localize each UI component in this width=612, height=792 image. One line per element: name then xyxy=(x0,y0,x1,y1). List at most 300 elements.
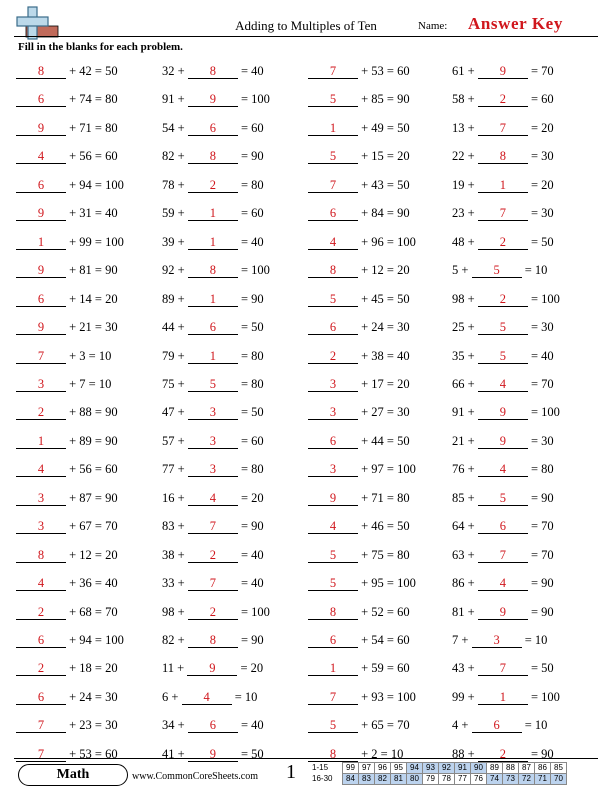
problem-row xyxy=(162,348,264,364)
answer-blank[interactable]: 4 xyxy=(308,519,358,534)
answer-blank[interactable]: 9 xyxy=(478,405,528,420)
score-cell: 71 xyxy=(535,774,551,785)
equation-text: + 53 = 60 xyxy=(358,64,410,78)
problem-row xyxy=(452,262,547,278)
problem-row xyxy=(452,148,554,164)
problem-row xyxy=(452,234,554,250)
problem-row xyxy=(162,490,264,506)
answer-blank[interactable]: 6 xyxy=(16,292,66,307)
equation-text: + 12 = 20 xyxy=(66,547,118,562)
answer-blank[interactable]: 7 xyxy=(478,206,528,221)
problem-row xyxy=(162,234,264,250)
equation-text: + 53 = 60 xyxy=(66,746,118,761)
answer-blank[interactable]: 4 xyxy=(478,462,528,477)
problem-row xyxy=(308,518,410,534)
score-cell: 81 xyxy=(391,774,407,785)
problem-row xyxy=(452,433,554,449)
equation-text: + 59 = 60 xyxy=(358,661,410,676)
answer-blank[interactable]: 7 xyxy=(478,548,528,563)
equation-text: + 56 = 60 xyxy=(66,149,118,164)
problem-row xyxy=(162,262,270,278)
answer-blank[interactable]: 4 xyxy=(188,491,238,506)
problem-row xyxy=(452,660,554,676)
addend-text: 21 + xyxy=(452,433,478,448)
answer-blank[interactable]: 6 xyxy=(16,690,66,705)
answer-blank[interactable]: 3 xyxy=(308,462,358,477)
answer-blank[interactable]: 2 xyxy=(188,605,238,620)
equation-text: + 88 = 90 xyxy=(66,405,118,420)
answer-blank[interactable]: 1 xyxy=(16,434,66,449)
problem-row xyxy=(16,490,118,506)
equation-text: + 65 = 70 xyxy=(358,718,410,733)
answer-blank[interactable]: 2 xyxy=(16,661,66,676)
answer-blank[interactable]: 6 xyxy=(472,718,522,733)
answer-blank[interactable]: 1 xyxy=(308,121,358,136)
equation-text: = 40 xyxy=(237,547,264,562)
worksheet-title: Adding to Multiples of Ten xyxy=(235,18,377,33)
answer-blank[interactable]: 8 xyxy=(308,263,358,278)
footer xyxy=(14,758,598,787)
answer-blank[interactable]: 8 xyxy=(16,548,66,563)
addend-text: 91 + xyxy=(452,405,478,420)
addend-text: 66 + xyxy=(452,376,478,391)
equation-text: + 68 = 70 xyxy=(66,604,118,619)
equation-text: = 60 xyxy=(237,120,264,135)
addend-text: 82 + xyxy=(162,633,188,647)
problem-row xyxy=(452,717,547,733)
equation-text: = 90 xyxy=(527,604,554,619)
answer-blank[interactable]: 9 xyxy=(188,747,238,762)
answer-blank[interactable]: 7 xyxy=(308,178,358,193)
answer-blank[interactable]: 6 xyxy=(308,206,358,221)
equation-text: = 10 xyxy=(521,263,548,278)
equation-text: + 21 = 30 xyxy=(66,320,118,335)
problem-row xyxy=(162,404,264,420)
score-cell: 92 xyxy=(439,763,455,774)
equation-text: + 52 = 60 xyxy=(358,604,410,619)
problem-row xyxy=(308,148,410,164)
score-cell: 79 xyxy=(423,774,439,785)
equation-text: + 56 = 60 xyxy=(66,462,118,477)
answer-blank[interactable]: 6 xyxy=(308,320,358,335)
problem-row xyxy=(162,177,264,193)
problem-row xyxy=(16,604,118,620)
problem-row xyxy=(308,205,410,221)
equation-text: = 20 xyxy=(237,490,264,505)
answer-blank[interactable]: 3 xyxy=(188,434,238,449)
answer-blank[interactable]: 9 xyxy=(478,605,528,620)
equation-text: = 100 xyxy=(527,291,560,306)
answer-blank[interactable]: 2 xyxy=(188,178,238,193)
equation-text: + 94 = 100 xyxy=(66,633,124,647)
answer-blank[interactable]: 9 xyxy=(16,206,66,221)
equation-text: + 23 = 30 xyxy=(66,718,118,733)
problem-row xyxy=(308,262,410,278)
equation-text: = 70 xyxy=(527,519,554,534)
score-cell: 72 xyxy=(519,774,535,785)
answer-blank[interactable]: 5 xyxy=(308,576,358,591)
equation-text: = 30 xyxy=(527,320,554,335)
answer-blank[interactable]: 2 xyxy=(16,605,66,620)
answer-blank[interactable]: 7 xyxy=(308,690,358,705)
answer-blank[interactable]: 9 xyxy=(16,121,66,136)
problem-row xyxy=(16,632,124,648)
addend-text: 59 + xyxy=(162,206,188,221)
problem-row xyxy=(162,604,270,620)
score-cell: 87 xyxy=(519,763,535,774)
answer-blank[interactable]: 9 xyxy=(188,92,238,107)
problem-row xyxy=(308,689,416,705)
problem-row xyxy=(308,717,410,733)
answer-blank[interactable]: 4 xyxy=(16,149,66,164)
equation-text: = 100 xyxy=(237,263,270,278)
score-cell: 84 xyxy=(343,774,359,785)
answer-blank[interactable]: 7 xyxy=(16,718,66,733)
problem-row xyxy=(162,319,264,335)
answer-blank[interactable]: 1 xyxy=(188,206,238,221)
addend-text: 82 + xyxy=(162,149,188,164)
addend-text: 77 + xyxy=(162,462,188,477)
addend-text: 75 + xyxy=(162,376,188,391)
equation-text: = 80 xyxy=(237,348,264,363)
score-key-row xyxy=(312,774,567,785)
problem-row xyxy=(308,319,410,335)
equation-text: + 74 = 80 xyxy=(66,92,118,107)
answer-blank[interactable]: 1 xyxy=(188,292,238,307)
equation-text: = 80 xyxy=(527,462,554,477)
equation-text: = 90 xyxy=(237,633,264,647)
addend-text: 16 + xyxy=(162,490,188,505)
answer-blank[interactable]: 4 xyxy=(478,377,528,392)
answer-blank[interactable]: 9 xyxy=(187,661,237,676)
answer-blank[interactable]: 4 xyxy=(478,576,528,591)
score-cell: 89 xyxy=(487,763,503,774)
answer-blank[interactable]: 3 xyxy=(16,519,66,534)
answer-blank[interactable]: 2 xyxy=(308,349,358,364)
answer-blank[interactable]: 1 xyxy=(478,178,528,193)
problem-row xyxy=(16,291,118,307)
answer-blank[interactable]: 6 xyxy=(16,178,66,193)
addend-text: 41 + xyxy=(162,746,188,761)
equation-text: + 89 = 90 xyxy=(66,433,118,448)
equation-text: + 96 = 100 xyxy=(358,234,416,249)
equation-text: = 90 xyxy=(527,576,554,591)
problem-row xyxy=(16,63,118,79)
equation-text: = 100 xyxy=(237,92,270,107)
answer-blank[interactable]: 5 xyxy=(478,320,528,335)
addend-text: 44 + xyxy=(162,320,188,335)
answer-blank[interactable]: 8 xyxy=(188,263,238,278)
problem-row xyxy=(308,575,416,591)
problem-row xyxy=(452,518,554,534)
answer-blank[interactable]: 5 xyxy=(472,263,522,278)
score-cell: 74 xyxy=(487,774,503,785)
equation-text: = 10 xyxy=(231,689,258,704)
answer-blank[interactable]: 8 xyxy=(308,605,358,620)
equation-text: = 70 xyxy=(527,64,554,78)
answer-blank[interactable]: 5 xyxy=(308,718,358,733)
addend-text: 6 + xyxy=(162,689,182,704)
problem-row xyxy=(162,376,264,392)
score-cell: 83 xyxy=(359,774,375,785)
equation-text: + 44 = 50 xyxy=(358,433,410,448)
addend-text: 34 + xyxy=(162,718,188,733)
problem-row xyxy=(16,518,118,534)
answer-blank[interactable]: 6 xyxy=(188,320,238,335)
problem-row xyxy=(308,234,416,250)
addend-text: 23 + xyxy=(452,206,478,221)
equation-text: = 100 xyxy=(237,604,270,619)
score-range-label: 16-30 xyxy=(312,774,333,783)
answer-blank[interactable]: 6 xyxy=(188,718,238,733)
answer-blank[interactable]: 6 xyxy=(308,633,358,648)
equation-text: = 50 xyxy=(237,746,264,761)
answer-blank[interactable]: 2 xyxy=(478,92,528,107)
score-cell: 78 xyxy=(439,774,455,785)
problem-row xyxy=(308,604,410,620)
answer-blank[interactable]: 2 xyxy=(478,747,528,762)
equation-text: = 20 xyxy=(527,177,554,192)
problem-row xyxy=(308,91,410,107)
equation-text: = 100 xyxy=(527,405,560,420)
answer-blank[interactable]: 8 xyxy=(16,64,66,79)
problem-row xyxy=(162,547,264,563)
equation-text: + 46 = 50 xyxy=(358,519,410,534)
equation-text: + 15 = 20 xyxy=(358,149,410,164)
answer-blank[interactable]: 3 xyxy=(308,405,358,420)
problem-row xyxy=(452,575,554,591)
equation-text: = 80 xyxy=(237,462,264,477)
answer-blank[interactable]: 7 xyxy=(478,121,528,136)
problem-row xyxy=(452,348,554,364)
answer-blank[interactable]: 8 xyxy=(188,149,238,164)
answer-blank[interactable]: 9 xyxy=(478,64,528,79)
equation-text: + 45 = 50 xyxy=(358,291,410,306)
problem-row xyxy=(16,205,118,221)
answer-blank[interactable]: 3 xyxy=(308,377,358,392)
answer-blank[interactable]: 8 xyxy=(308,747,358,762)
problem-row xyxy=(162,461,264,477)
score-key-table xyxy=(312,762,567,785)
problem-row xyxy=(452,547,554,563)
answer-blank[interactable]: 3 xyxy=(16,491,66,506)
equation-text: + 97 = 100 xyxy=(358,462,416,477)
answer-blank[interactable]: 1 xyxy=(308,661,358,676)
answer-blank[interactable]: 7 xyxy=(308,64,358,79)
equation-text: = 30 xyxy=(527,149,554,164)
answer-blank[interactable]: 8 xyxy=(188,633,238,648)
answer-blank[interactable]: 6 xyxy=(478,519,528,534)
instructions: Fill in the blanks for each problem. xyxy=(18,41,183,53)
name-label: Name: xyxy=(418,20,448,32)
addend-text: 99 + xyxy=(452,689,478,704)
problem-row xyxy=(308,547,410,563)
answer-blank[interactable]: 1 xyxy=(478,690,528,705)
answer-blank[interactable]: 1 xyxy=(188,235,238,250)
equation-text: + 31 = 40 xyxy=(66,206,118,221)
equation-text: + 27 = 30 xyxy=(358,405,410,420)
addend-text: 98 + xyxy=(162,604,188,619)
equation-text: + 95 = 100 xyxy=(358,576,416,591)
problem-row xyxy=(308,348,410,364)
problem-row xyxy=(16,717,118,733)
equation-text: + 17 = 20 xyxy=(358,376,410,391)
answer-blank[interactable]: 5 xyxy=(308,548,358,563)
addend-text: 35 + xyxy=(452,348,478,363)
addend-text: 64 + xyxy=(452,519,478,534)
answer-blank[interactable]: 5 xyxy=(478,491,528,506)
equation-text: + 67 = 70 xyxy=(66,519,118,534)
problem-row xyxy=(16,234,124,250)
equation-text: + 42 = 50 xyxy=(66,64,118,78)
problem-row xyxy=(162,433,264,449)
answer-blank[interactable]: 3 xyxy=(472,633,522,648)
answer-blank[interactable]: 5 xyxy=(308,92,358,107)
equation-text: + 84 = 90 xyxy=(358,206,410,221)
addend-text: 79 + xyxy=(162,348,188,363)
equation-text: = 40 xyxy=(237,64,264,78)
answer-blank[interactable]: 2 xyxy=(188,548,238,563)
equation-text: + 85 = 90 xyxy=(358,92,410,107)
website-link[interactable]: www.CommonCoreSheets.com xyxy=(132,771,259,782)
answer-blank[interactable]: 8 xyxy=(478,149,528,164)
score-cell: 97 xyxy=(359,763,375,774)
problem-row xyxy=(452,177,554,193)
answer-blank[interactable]: 4 xyxy=(16,462,66,477)
problem-row xyxy=(162,291,264,307)
score-cell: 99 xyxy=(343,763,359,774)
problem-row xyxy=(452,490,554,506)
addend-text: 47 + xyxy=(162,405,188,420)
score-cell: 70 xyxy=(551,774,567,785)
addend-text: 86 + xyxy=(452,576,478,591)
addend-text: 83 + xyxy=(162,519,188,534)
equation-text: + 12 = 20 xyxy=(358,263,410,278)
subject-badge: Math xyxy=(18,764,128,786)
problem-row xyxy=(162,63,264,79)
answer-blank[interactable]: 3 xyxy=(16,377,66,392)
addend-text: 98 + xyxy=(452,291,478,306)
addend-text: 22 + xyxy=(452,149,478,164)
problem-row xyxy=(16,660,118,676)
addend-text: 19 + xyxy=(452,177,478,192)
equation-text: = 90 xyxy=(237,291,264,306)
answer-blank[interactable]: 4 xyxy=(16,576,66,591)
problem-row xyxy=(452,63,554,79)
equation-text: = 50 xyxy=(237,405,264,420)
equation-text: = 40 xyxy=(237,576,264,591)
answer-key-label: Answer Key xyxy=(468,14,563,33)
answer-blank[interactable]: 2 xyxy=(478,235,528,250)
problem-row xyxy=(452,689,560,705)
score-range-label: 1-15 xyxy=(312,763,329,772)
score-cell: 82 xyxy=(375,774,391,785)
score-cell: 73 xyxy=(503,774,519,785)
answer-blank[interactable]: 5 xyxy=(188,377,238,392)
answer-blank[interactable]: 7 xyxy=(478,661,528,676)
equation-text: = 60 xyxy=(527,92,554,107)
problem-row xyxy=(308,120,410,136)
equation-text: = 30 xyxy=(527,433,554,448)
equation-text: = 10 xyxy=(521,633,548,647)
answer-blank[interactable]: 9 xyxy=(16,320,66,335)
equation-text: = 90 xyxy=(237,149,264,164)
answer-blank[interactable]: 9 xyxy=(308,491,358,506)
answer-blank[interactable]: 7 xyxy=(188,576,238,591)
answer-blank[interactable]: 6 xyxy=(308,434,358,449)
equation-text: = 40 xyxy=(237,718,264,733)
addend-text: 61 + xyxy=(452,64,478,78)
problem-row xyxy=(308,632,410,648)
answer-blank[interactable]: 3 xyxy=(188,462,238,477)
equation-text: + 87 = 90 xyxy=(66,490,118,505)
answer-blank[interactable]: 8 xyxy=(188,64,238,79)
problem-row xyxy=(162,120,264,136)
answer-blank[interactable]: 5 xyxy=(478,349,528,364)
problem-row xyxy=(308,461,416,477)
answer-blank[interactable]: 6 xyxy=(16,92,66,107)
answer-blank[interactable]: 6 xyxy=(188,121,238,136)
answer-blank[interactable]: 9 xyxy=(16,263,66,278)
addend-text: 63 + xyxy=(452,547,478,562)
answer-blank[interactable]: 1 xyxy=(188,349,238,364)
equation-text: + 81 = 90 xyxy=(66,263,118,278)
problem-row xyxy=(452,376,554,392)
score-cell: 80 xyxy=(407,774,423,785)
equation-text: + 71 = 80 xyxy=(66,120,118,135)
equation-text: + 18 = 20 xyxy=(66,661,118,676)
equation-text: = 60 xyxy=(237,206,264,221)
problem-row xyxy=(308,291,410,307)
answer-blank[interactable]: 7 xyxy=(188,519,238,534)
problem-row xyxy=(16,433,118,449)
equation-text: = 30 xyxy=(527,206,554,221)
score-cell: 93 xyxy=(423,763,439,774)
answer-blank[interactable]: 2 xyxy=(478,292,528,307)
answer-blank[interactable]: 9 xyxy=(478,434,528,449)
answer-blank[interactable]: 7 xyxy=(16,747,66,762)
addend-text: 38 + xyxy=(162,547,188,562)
equation-text: = 70 xyxy=(527,547,554,562)
answer-blank[interactable]: 5 xyxy=(308,149,358,164)
problem-row xyxy=(16,120,118,136)
equation-text: = 10 xyxy=(521,718,548,733)
answer-blank[interactable]: 2 xyxy=(16,405,66,420)
score-cell: 86 xyxy=(535,763,551,774)
equation-text: = 60 xyxy=(237,433,264,448)
equation-text: + 54 = 60 xyxy=(358,633,410,647)
answer-blank[interactable]: 4 xyxy=(182,690,232,705)
equation-text: + 71 = 80 xyxy=(358,490,410,505)
problem-row xyxy=(308,404,410,420)
answer-blank[interactable]: 6 xyxy=(16,633,66,648)
addend-text: 11 + xyxy=(162,661,188,676)
problem-row xyxy=(16,348,111,364)
addend-text: 25 + xyxy=(452,320,478,335)
answer-blank[interactable]: 5 xyxy=(308,292,358,307)
answer-blank[interactable]: 4 xyxy=(308,235,358,250)
equation-text: = 90 xyxy=(527,490,554,505)
problem-row xyxy=(308,660,410,676)
problem-row xyxy=(16,547,118,563)
problem-row xyxy=(16,262,118,278)
answer-blank[interactable]: 1 xyxy=(16,235,66,250)
equation-text: = 80 xyxy=(237,376,264,391)
answer-blank[interactable]: 3 xyxy=(188,405,238,420)
addend-text: 76 + xyxy=(452,462,478,477)
answer-blank[interactable]: 7 xyxy=(16,349,66,364)
problem-row xyxy=(162,632,264,648)
